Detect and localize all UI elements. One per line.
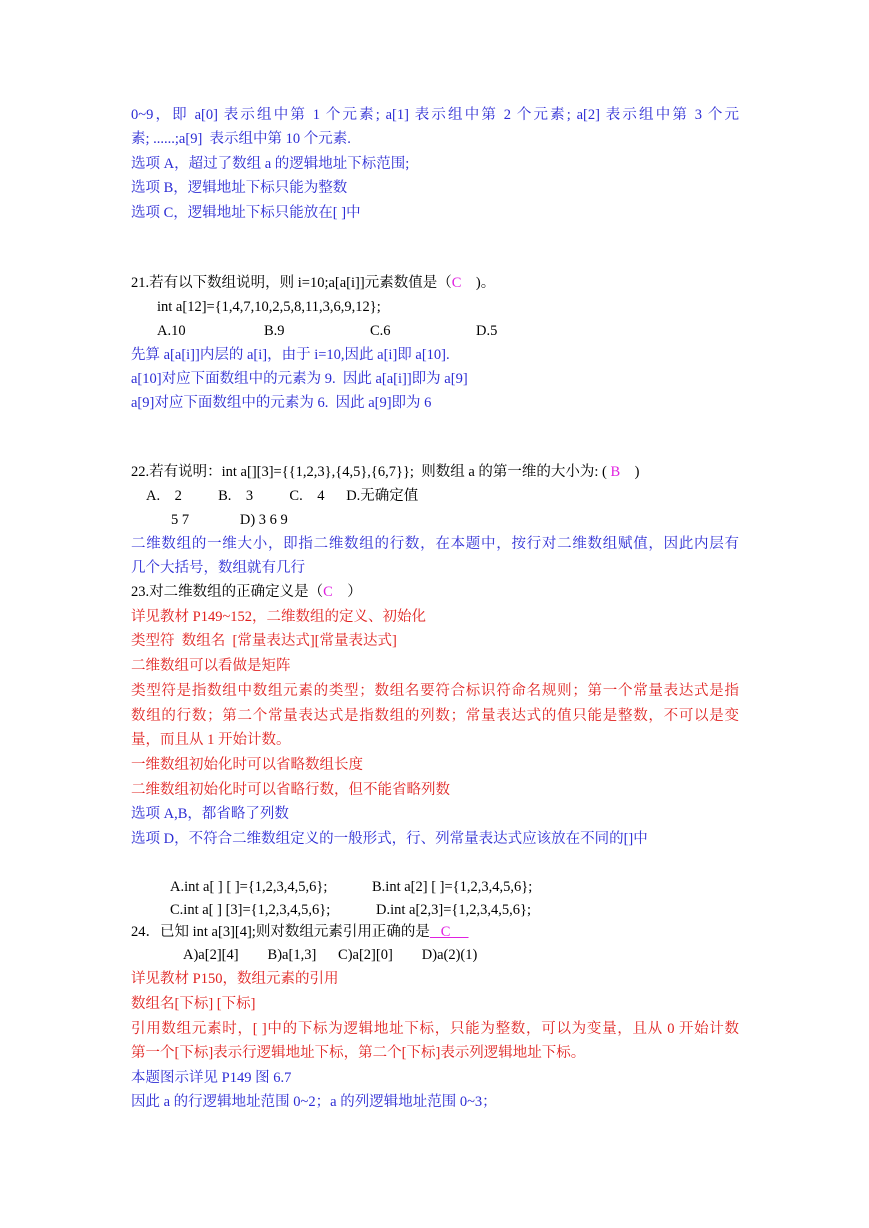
question-24-stem bbox=[131, 922, 469, 942]
note-line: 详见教材 P149~152，二维数组的定义、初始化 bbox=[131, 609, 427, 625]
question-24-options: A)a[2][4] B)a[1,3] C)a[2][0] D)a(2)(1) bbox=[183, 947, 478, 963]
answer-21: C bbox=[451, 275, 462, 291]
explanation-line: a[9]对应下面数组中的元素为 6. 因此 a[9]即为 6 bbox=[131, 395, 432, 411]
explanation-line: 几个大括号，数组就有几行 bbox=[131, 560, 305, 576]
stem-text: 23.对二维数组的正确定义是（ bbox=[131, 584, 324, 600]
option-d: D.5 bbox=[476, 323, 498, 339]
note-line: 类型符是指数组中数组元素的类型；数组名要符合标识符命名规则；第一个常量表达式是指 bbox=[131, 683, 739, 699]
note-line: 二维数组初始化时可以省略行数，但不能省略列数 bbox=[131, 782, 450, 798]
explanation-line: 先算 a[a[i]]内层的 a[i]，由于 i=10,因此 a[i]即 a[10]. bbox=[131, 347, 450, 363]
text-line: 选项 C，逻辑地址下标只能放在[ ]中 bbox=[131, 205, 361, 221]
note-line: 量，而且从 1 开始计数。 bbox=[131, 732, 291, 748]
answer-22: B bbox=[610, 464, 621, 480]
explanation-line: 因此 a 的行逻辑地址范围 0~2；a 的列逻辑地址范围 0~3； bbox=[131, 1094, 497, 1110]
question-22-options: A. 2 B. 3 C. 4 D.无确定值 bbox=[146, 488, 419, 504]
note-line: 数组的行数；第二个常量表达式是指数组的列数；常量表达式的值只能是整数，不可以是变 bbox=[131, 708, 739, 724]
note-line: 详见教材 P150，数组元素的引用 bbox=[131, 971, 339, 987]
text-line: 0~9，即 a[0] 表示组中第 1 个元素; a[1] 表示组中第 2 个元素; a[2] 表示组中第 3 个元 bbox=[131, 107, 739, 123]
option-c: C.int a[ ] [3]={1,2,3,4,5,6}; bbox=[170, 902, 331, 918]
stem-text: ) bbox=[620, 464, 640, 480]
explanation-line: a[10]对应下面数组中的元素为 9. 因此 a[a[i]]即为 a[9] bbox=[131, 371, 468, 387]
note-line: 引用数组元素时，[ ]中的下标为逻辑地址下标，只能为整数，可以为变量，且从 0 开始计数 bbox=[131, 1021, 739, 1037]
question-21-code: int a[12]={1,4,7,10,2,5,8,11,3,6,9,12}; bbox=[157, 299, 381, 315]
explanation-line: 选项 A,B，都省略了列数 bbox=[131, 806, 289, 822]
option-b: B.int a[2] [ ]={1,2,3,4,5,6}; bbox=[372, 879, 533, 895]
note-line: 第一个[下标]表示行逻辑地址下标，第二个[下标]表示列逻辑地址下标。 bbox=[131, 1045, 586, 1061]
explanation-line: 二维数组的一维大小，即指二维数组的行数，在本题中，按行对二维数组赋值，因此内层有 bbox=[131, 536, 739, 552]
option-d: D.int a[2,3]={1,2,3,4,5,6}; bbox=[376, 902, 531, 918]
answer-24: C bbox=[429, 924, 469, 940]
question-22-options-extra: 5 7 D) 3 6 9 bbox=[171, 512, 288, 528]
option-a: A.int a[ ] [ ]={1,2,3,4,5,6}; bbox=[170, 879, 328, 895]
stem-text: )。 bbox=[461, 275, 496, 291]
stem-text: 22.若有说明：int a[][3]={{1,2,3},{4,5},{6,7}}; 则数组 a 的第一维的大小为: ( bbox=[131, 464, 607, 480]
note-line: 数组名[下标] [下标] bbox=[131, 996, 256, 1012]
question-21-stem bbox=[131, 273, 495, 293]
question-22-stem bbox=[131, 462, 640, 482]
option-c: C.6 bbox=[370, 323, 391, 339]
option-a: A.10 bbox=[157, 323, 186, 339]
stem-text: 24．已知 int a[3][4];则对数组元素引用正确的是 bbox=[131, 924, 430, 940]
explanation-line: 本题图示详见 P149 图 6.7 bbox=[131, 1070, 292, 1086]
text-line: 选项 A，超过了数组 a 的逻辑地址下标范围; bbox=[131, 156, 410, 172]
explanation-line: 选项 D，不符合二维数组定义的一般形式，行、列常量表达式应该放在不同的[]中 bbox=[131, 831, 648, 847]
answer-23: C bbox=[323, 584, 333, 600]
stem-text: 21.若有以下数组说明，则 i=10;a[a[i]]元素数值是（ bbox=[131, 275, 452, 291]
text-line: 选项 B，逻辑地址下标只能为整数 bbox=[131, 180, 348, 196]
question-23-stem bbox=[131, 582, 362, 602]
note-line: 一维数组初始化时可以省略数组长度 bbox=[131, 757, 363, 773]
stem-text: ） bbox=[332, 584, 362, 600]
option-b: B.9 bbox=[264, 323, 285, 339]
note-line: 类型符 数组名 [常量表达式][常量表达式] bbox=[131, 633, 397, 649]
text-line: 素; ......;a[9] 表示组中第 10 个元素. bbox=[131, 131, 351, 147]
note-line: 二维数组可以看做是矩阵 bbox=[131, 658, 291, 674]
